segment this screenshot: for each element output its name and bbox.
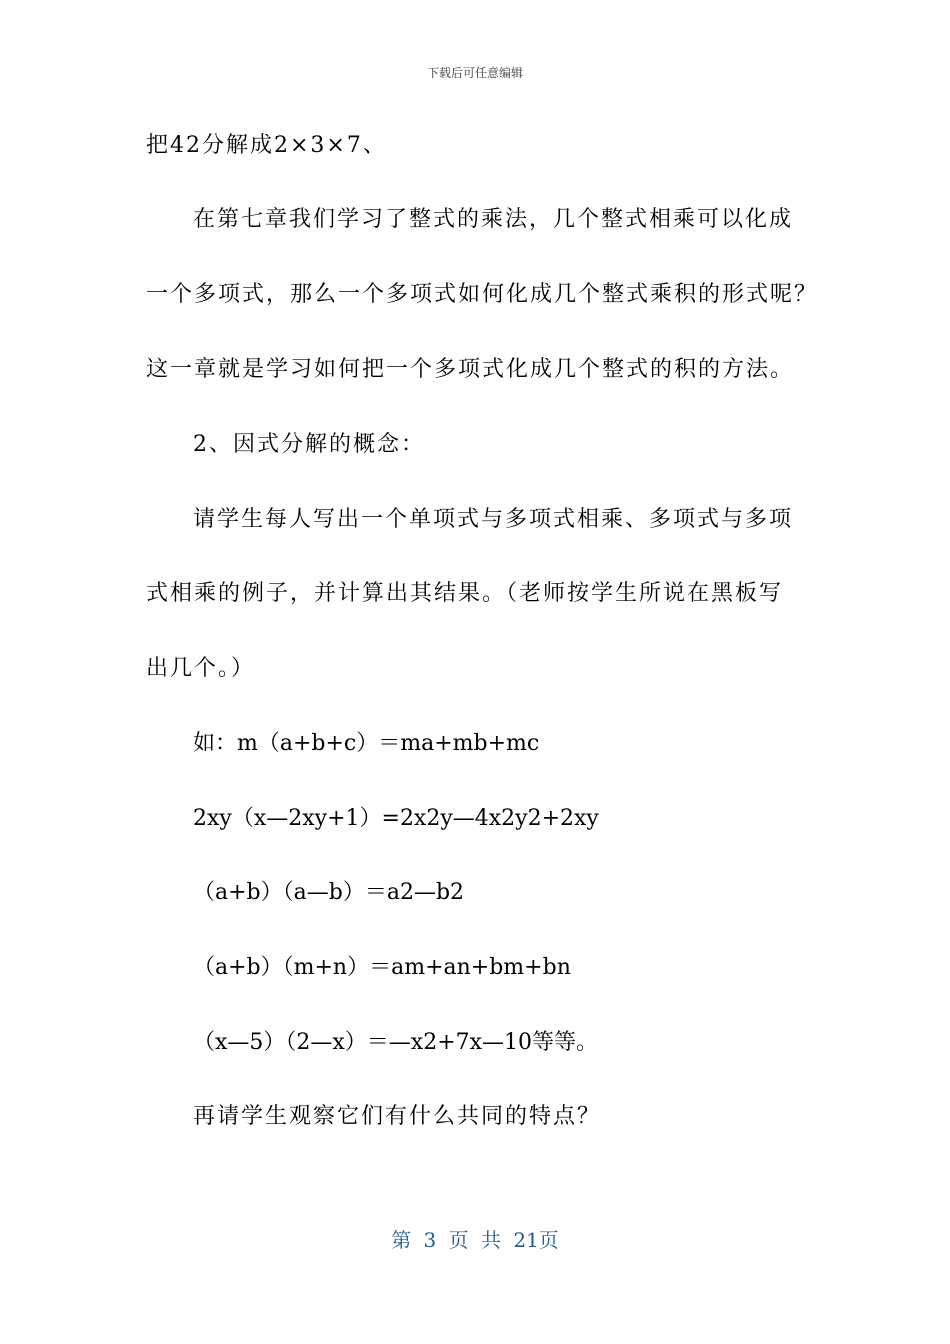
- section-heading: 2、因式分解的概念：: [193, 432, 425, 457]
- text-line: 式相乘的例子，并计算出其结果。（老师按学生所说在黑板写: [146, 581, 784, 606]
- text-line: 这一章就是学习如何把一个多项式化成几个整式的积的方法。: [146, 357, 795, 382]
- formula-line: （x—5）（2—x）＝—x2+7x—10等等。: [193, 1030, 599, 1055]
- formula-line: 如：m（a+b+c）＝ma+mb+mc: [193, 731, 540, 756]
- formula-line: （a+b）（a—b）＝a2—b2: [193, 880, 465, 905]
- page-header-note: 下载后可任意编辑: [426, 66, 523, 80]
- text-line: 出几个。）: [146, 656, 256, 681]
- text-line: 在第七章我们学习了整式的乘法，几个整式相乘可以化成: [193, 207, 794, 232]
- text-line: 一个多项式，那么一个多项式如何化成几个整式乘积的形式呢？: [146, 282, 819, 307]
- page-number: 第 3 页 共 21页: [391, 1228, 559, 1252]
- text-line: 把42分解成2×3×7、: [146, 133, 387, 158]
- text-line: 请学生每人写出一个单项式与多项式相乘、多项式与多项: [193, 507, 794, 532]
- formula-line: 2xy（x—2xy+1）=2x2y—4x2y2+2xy: [193, 806, 599, 831]
- formula-line: （a+b）（m+n）＝am+an+bm+bn: [193, 955, 571, 980]
- text-line: 再请学生观察它们有什么共同的特点？: [193, 1104, 602, 1129]
